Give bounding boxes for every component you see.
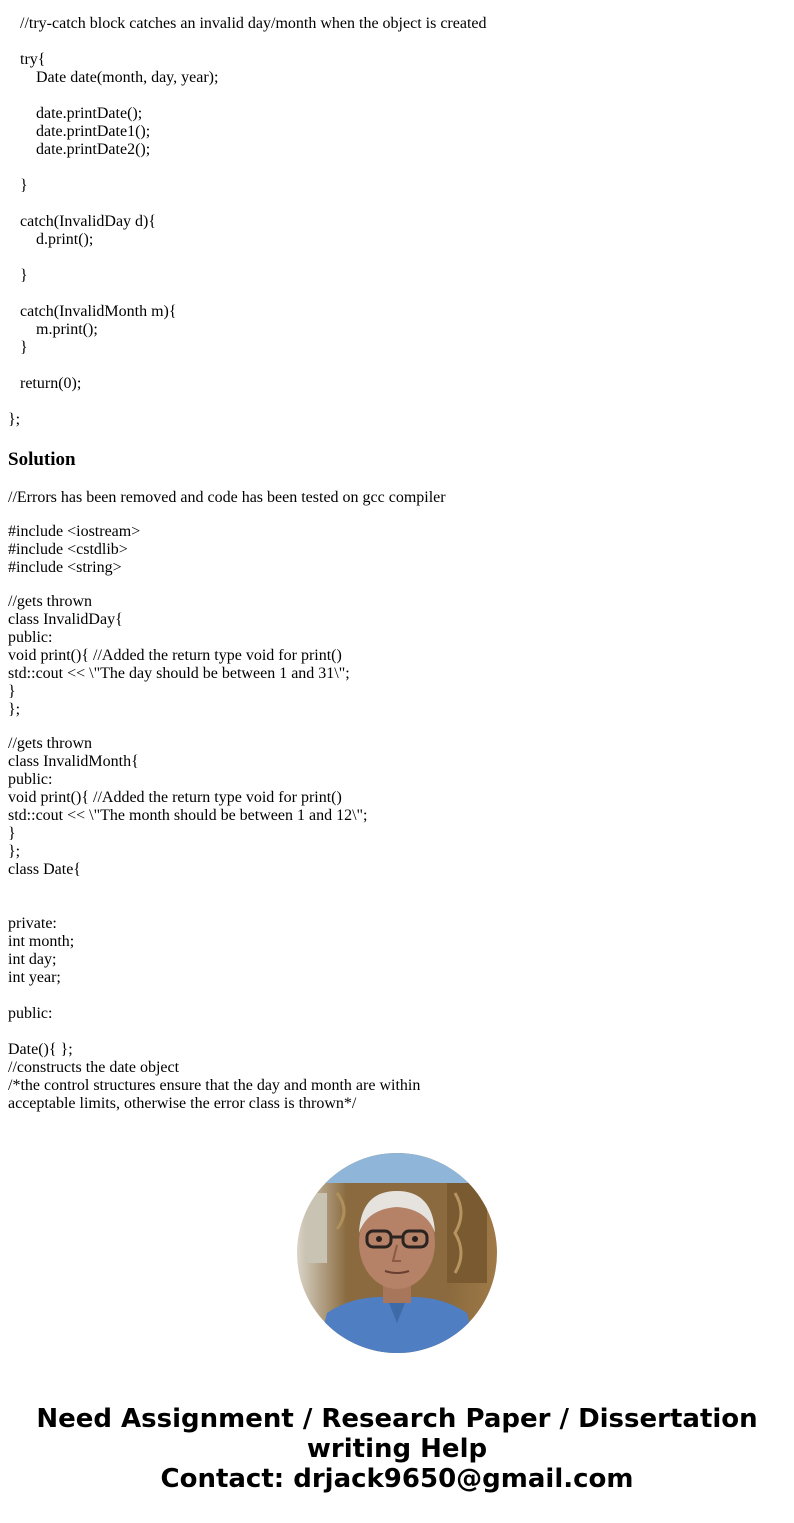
code-line: } (20, 177, 28, 194)
code-line: public: (8, 629, 53, 646)
code-line: //gets thrown (8, 735, 92, 752)
code-line-include: #include <string> (8, 559, 122, 576)
code-line-include: #include <iostream> (8, 523, 141, 540)
code-line: class InvalidMonth{ (8, 753, 139, 770)
portrait-photo (297, 1153, 497, 1353)
code-line: m.print(); (36, 321, 98, 338)
code-line-return: return(0); (20, 375, 82, 392)
code-line: /*the control structures ensure that the day and month are within (8, 1077, 421, 1094)
code-line-try: try{ (20, 51, 46, 68)
code-line: int month; (8, 933, 75, 950)
code-line: int day; (8, 951, 57, 968)
code-line: } (8, 825, 16, 842)
code-line: public: (8, 771, 53, 788)
code-line: }; (8, 701, 21, 718)
code-line-catch: catch(InvalidDay d){ (20, 213, 157, 230)
code-line: private: (8, 915, 57, 932)
code-line: date.printDate1(); (36, 123, 151, 140)
code-line: } (20, 339, 28, 356)
code-comment-line: //try-catch block catches an invalid day/month when the object is created (20, 15, 487, 32)
code-line: }; (8, 411, 21, 428)
code-line: acceptable limits, otherwise the error class is thrown*/ (8, 1095, 357, 1112)
code-line: }; (8, 843, 21, 860)
code-line: date.printDate2(); (36, 141, 151, 158)
code-line: class InvalidDay{ (8, 611, 123, 628)
code-line: Date(){ }; (8, 1041, 73, 1058)
code-line: void print(){ //Added the return type void for print() (8, 647, 342, 664)
promo-line-1: Need Assignment / Research Paper / Dissertation (36, 1404, 758, 1434)
code-line-include: #include <cstdlib> (8, 541, 128, 558)
solution-heading: Solution (8, 449, 76, 470)
avatar (297, 1153, 497, 1353)
code-line: Date date(month, day, year); (36, 69, 219, 86)
promo-line-2: writing Help (306, 1434, 488, 1464)
solution-note: //Errors has been removed and code has been tested on gcc compiler (8, 489, 446, 506)
code-line: std::cout << \"The day should be between 1 and 31\"; (8, 665, 350, 682)
code-line: class Date{ (8, 861, 81, 878)
promo-contact: Contact: drjack9650@gmail.com (160, 1464, 634, 1494)
code-line: } (8, 683, 16, 700)
code-line: void print(){ //Added the return type void for print() (8, 789, 342, 806)
code-line: public: (8, 1005, 53, 1022)
code-line: int year; (8, 969, 61, 986)
code-line: //gets thrown (8, 593, 92, 610)
code-line: d.print(); (36, 231, 94, 248)
code-line: date.printDate(); (36, 105, 143, 122)
code-line: //constructs the date object (8, 1059, 180, 1076)
code-line-catch: catch(InvalidMonth m){ (20, 303, 177, 320)
code-line: } (20, 267, 28, 284)
code-line: std::cout << \"The month should be between 1 and 12\"; (8, 807, 368, 824)
